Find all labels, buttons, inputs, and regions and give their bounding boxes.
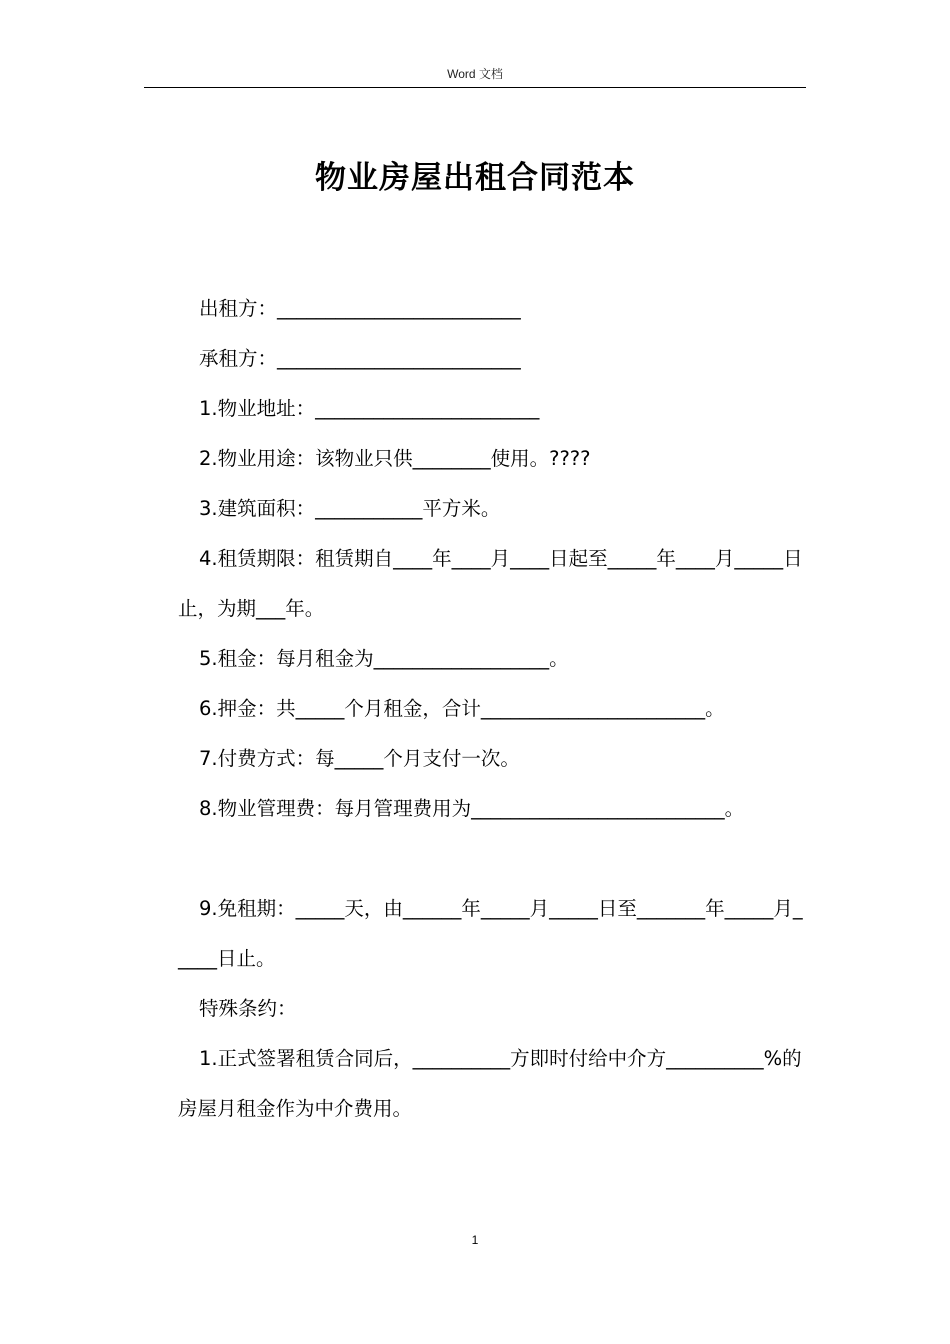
clause-7-payment: 7.付费方式：每_____个月支付一次。 (199, 747, 520, 770)
clause-4-lease-term: 4.租赁期限：租赁期自____年____月____日起至_____年____月_____日止，为期___年。 (178, 547, 803, 620)
clause-2-usage: 2.物业用途：该物业只供________使用。???? (199, 447, 591, 470)
document-body (178, 284, 808, 1134)
clause-8-management-fee: 8.物业管理费：每月管理费用为__________________________。 (199, 797, 745, 820)
lessor-line: 出租方：_________________________ (199, 297, 521, 320)
clause-6-deposit: 6.押金：共_____个月租金，合计_______________________。 (199, 697, 725, 720)
special-term-1: 1.正式签署租赁合同后，__________方即时付给中介方__________%的房屋月租金作为中介费用。 (178, 1047, 802, 1120)
clause-9-rent-free: 9.免租期：_____天，由______年_____月_____日至_______年_____月_____日止。 (178, 897, 803, 970)
clause-1-address: 1.物业地址：_______________________ (199, 397, 540, 420)
special-terms-heading: 特殊条约： (199, 997, 297, 1020)
page-number: 1 (471, 1233, 479, 1247)
document-title: 物业房屋出租合同范本 (315, 160, 635, 196)
page-header: Word 文档 (447, 67, 503, 81)
lessee-line: 承租方：_________________________ (199, 347, 521, 370)
clause-3-area: 3.建筑面积：___________平方米。 (199, 497, 501, 520)
header-divider (144, 87, 806, 88)
clause-5-rent: 5.租金：每月租金为__________________。 (199, 647, 569, 670)
paragraph-gap (178, 834, 808, 884)
